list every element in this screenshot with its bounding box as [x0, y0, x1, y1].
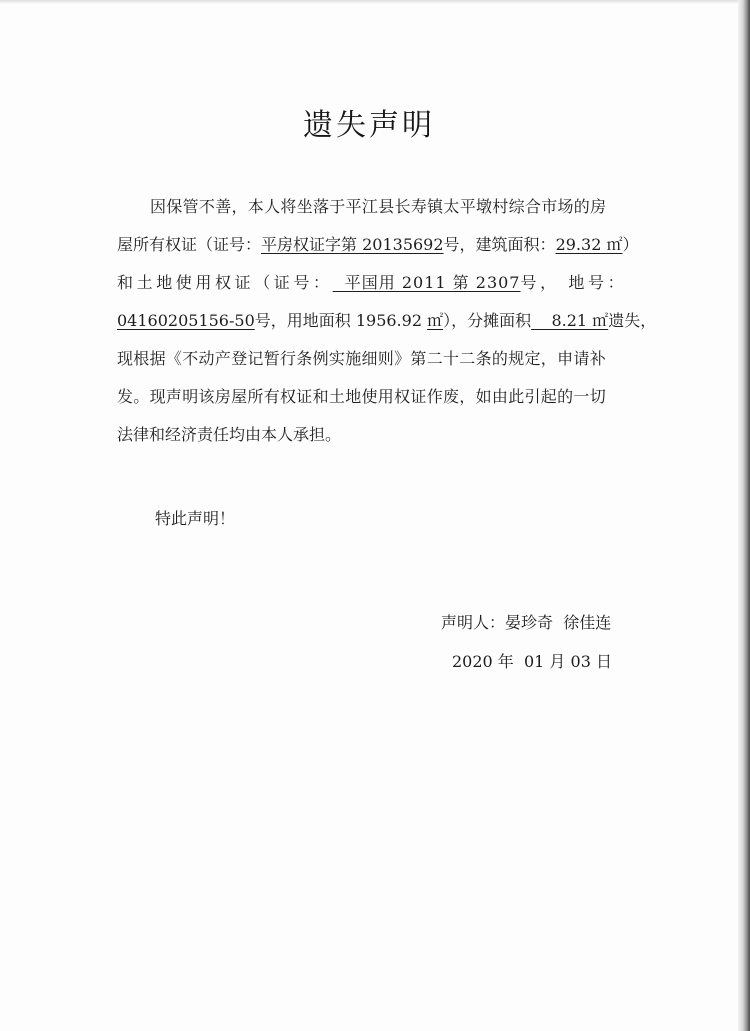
body-line-4 [117, 310, 656, 332]
body-text-segment: 屋所有权证（证号： [117, 235, 262, 254]
land-area-unit: ㎡ [427, 311, 444, 330]
body-text-segment: 遗失， [608, 311, 657, 330]
body-line-1: 因保管不善，本人将坐落于平江县长寿镇太平墩村综合市场的房 [150, 197, 607, 216]
body-text-segment: 号， 地号： [520, 273, 628, 292]
declarant-label: 声明人： [441, 613, 506, 632]
body-text-segment: ） [622, 235, 639, 254]
declarant-line [441, 612, 611, 634]
body-line-6: 发。现声明该房屋所有权证和土地使用权证作废，如由此引起的一切 [117, 387, 607, 406]
building-area: 29.32 ㎡ [555, 235, 623, 254]
body-line-2 [117, 234, 638, 256]
declarant-names: 晏珍奇 徐佳连 [505, 613, 612, 632]
house-cert-number: 平房权证字第 20135692 [261, 235, 444, 254]
land-number: 04160205156-50 [117, 311, 255, 330]
body-text-segment: 和土地使用权证（证号： [117, 273, 333, 292]
land-cert-number: 平国用 2011 第 2307 [332, 273, 521, 292]
closing-statement: 特此声明！ [155, 509, 236, 528]
body-line-5: 现根据《不动产登记暂行条例实施细则》第二十二条的规定，申请补 [117, 349, 607, 368]
body-text-segment: 号，用地面积 1956.92 [254, 311, 428, 330]
body-text-segment: ），分摊面积 [443, 311, 532, 330]
body-text-segment: 号，建筑面积： [443, 235, 556, 254]
statement-date: 2020 年 01 月 03 日 [452, 652, 612, 671]
scan-edge-right [738, 0, 750, 1031]
body-line-7: 法律和经济责任均由本人承担。 [117, 425, 342, 444]
shared-area: 8.21 ㎡ [531, 311, 609, 330]
body-line-3 [117, 272, 627, 294]
document-title: 遗失声明 [303, 108, 435, 143]
scan-edge-top [0, 0, 750, 4]
